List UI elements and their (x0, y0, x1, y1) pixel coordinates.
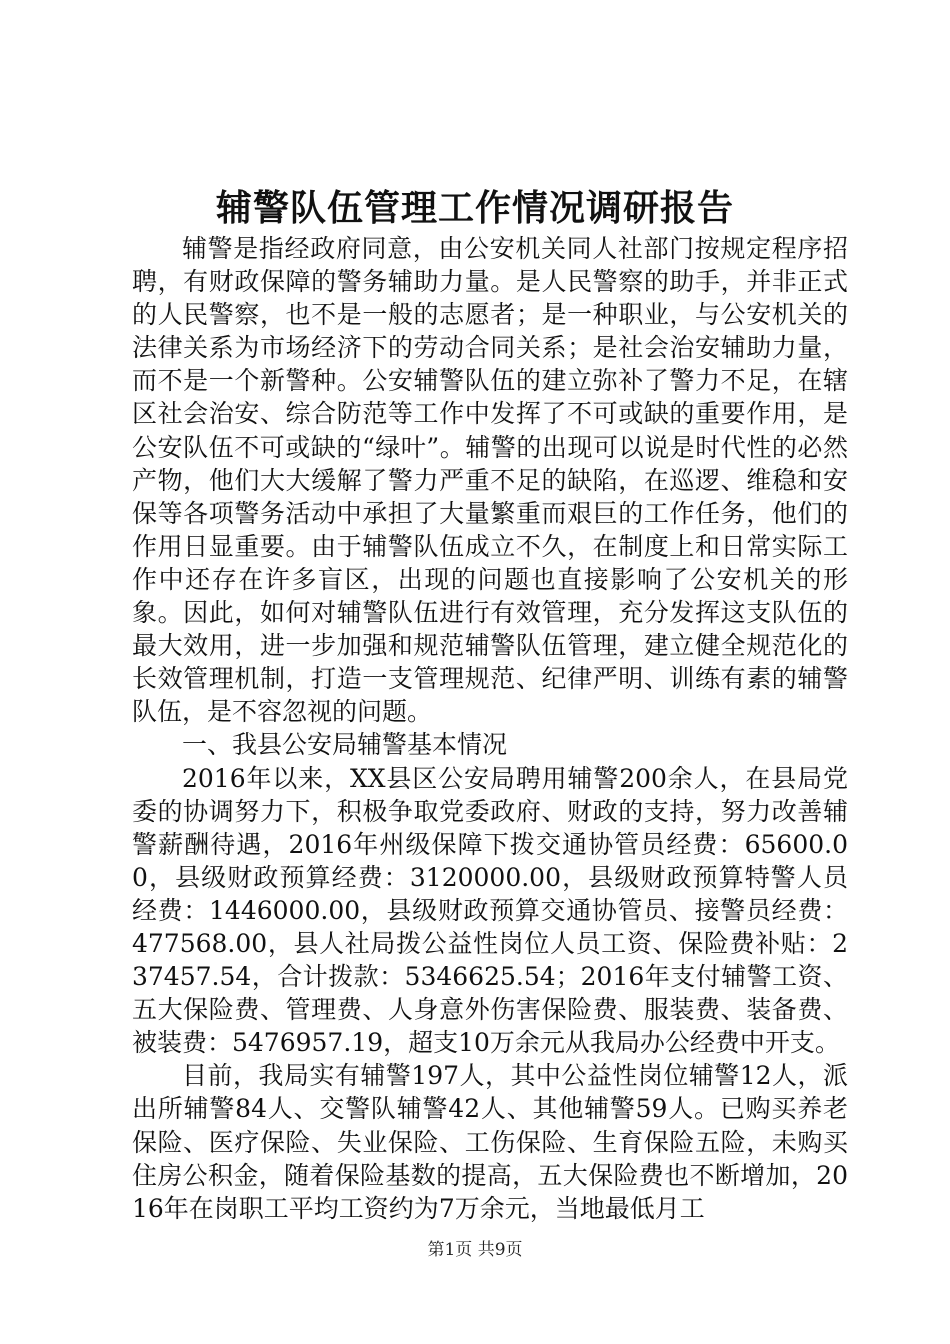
page-footer: 第1页 共9页 (427, 1240, 523, 1260)
paragraph-current-staff: 目前，我局实有辅警197人，其中公益性岗位辅警12人，派出所辅警84人、交警队辅警42人、其他辅警59人。已购买养老保险、医疗保险、失业保险、工伤保险、生育保险五险，未购买住房公积金，随着保险基数的提高，五大保险费也不断增加，2016年在岗职工平均工资约为7万余元，当地最低月工 (132, 1061, 848, 1223)
paragraph-funding: 2016年以来，XX县区公安局聘用辅警200余人，在县局党委的协调努力下，积极争取党委政府、财政的支持，努力改善辅警薪酬待遇，2016年州级保障下拨交通协管员经费：65600.00，县级财政预算经费：3120000.00，县级财政预算特警人员经费：1446000.00，县级财政预算交通协管员、接警员经费：477568.00，县人社局拨公益性岗位人员工资、保险费补贴：237457.54，合计拨款：5346625.54；2016年支付辅警工资、五大保险费、管理费、人身意外伤害保险费、服装费、装备费、被装费：5476957.19，超支10万余元从我局办公经费中开支。 (132, 763, 848, 1058)
section-heading-1: 一、我县公安局辅警基本情况 (182, 730, 508, 760)
document-title: 辅警队伍管理工作情况调研报告 (215, 187, 734, 229)
document-body (132, 232, 848, 1225)
paragraph-intro: 辅警是指经政府同意，由公安机关同人社部门按规定程序招聘，有财政保障的警务辅助力量。是人民警察的助手，并非正式的人民警察，也不是一般的志愿者；是一种职业，与公安机关的法律关系为市场经济下的劳动合同关系；是社会治安辅助力量，而不是一个新警种。公安辅警队伍的建立弥补了警力不足，在辖区社会治安、综合防范等工作中发挥了不可或缺的重要作用，是公安队伍不可或缺的“绿叶”。辅警的出现可以说是时代性的必然产物，他们大大缓解了警力严重不足的缺陷，在巡逻、维稳和安保等各项警务活动中承担了大量繁重而艰巨的工作任务，他们的作用日显重要。由于辅警队伍成立不久，在制度上和日常实际工作中还存在许多盲区，出现的问题也直接影响了公安机关的形象。因此，如何对辅警队伍进行有效管理，充分发挥这支队伍的最大效用，进一步加强和规范辅警队伍管理，建立健全规范化的长效管理机制，打造一支管理规范、纪律严明、训练有素的辅警队伍，是不容忽视的问题。 (132, 234, 848, 727)
